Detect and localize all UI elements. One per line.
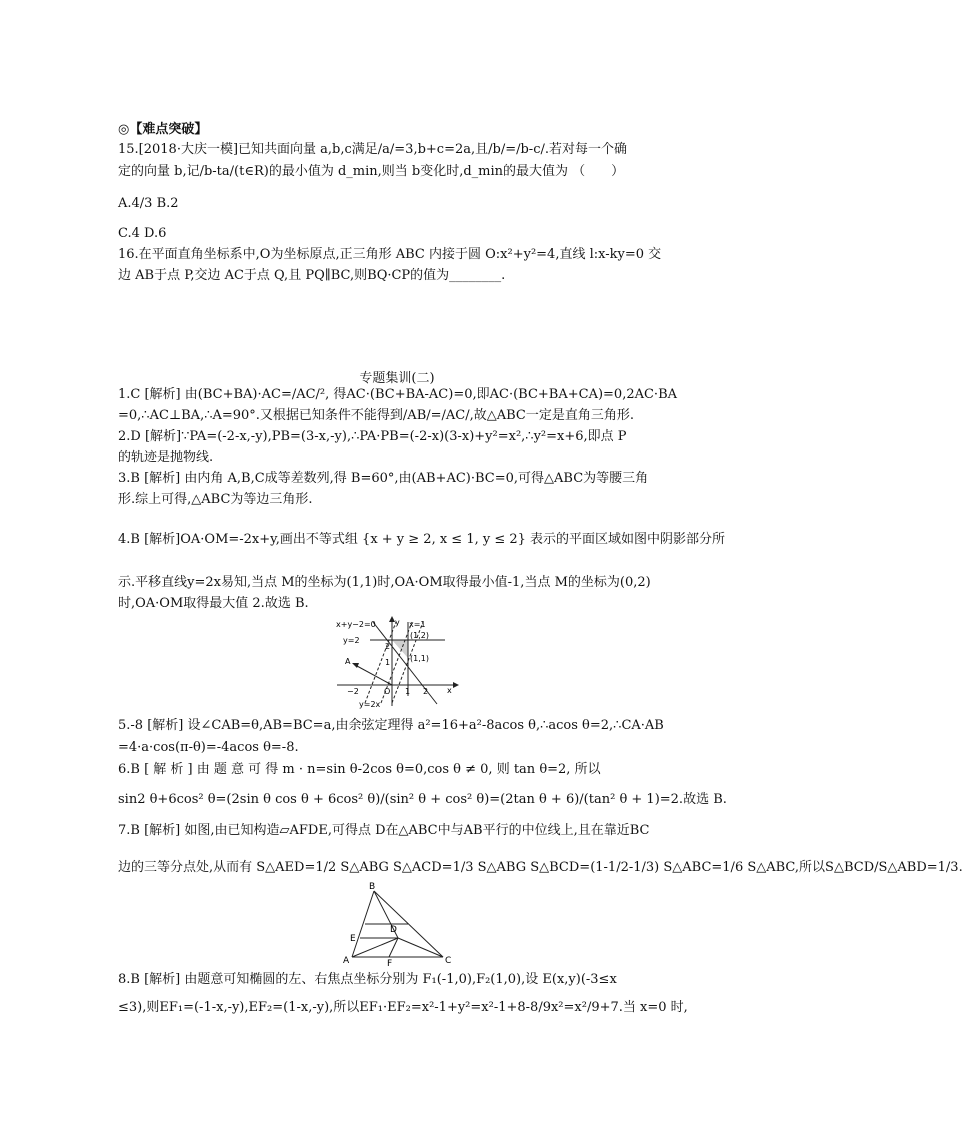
label-axis-x: x xyxy=(447,686,452,695)
answer-7-line-2: 边的三等分点处,从而有 S△AED=1/2 S△ABG S△ACD=1/3 S△ABG S△BCD=(1-1/2-1/3) S△ABC=1/6 S△ABC,所以S△BCD/S△ABD=1/3. xyxy=(118,860,963,875)
segment-dc xyxy=(398,938,443,957)
tick-y-2: 2 xyxy=(385,642,391,651)
label-c: C xyxy=(445,956,452,966)
answer-2-line-2: 的轨迹是抛物线. xyxy=(118,450,214,465)
answer-2-line-1: 2.D [解析]∵PA=(-2-x,-y),PB=(3-x,-y),∴PA·PB=(-2-x)(3-x)+y²=x²,∴y²=x+6,即点 P xyxy=(118,429,627,444)
tick-x-2: 2 xyxy=(423,687,429,696)
answer-1-line-2: =0,∴AC⊥BA,∴A=90°.又根据已知条件不能得到/AB/=/AC/,故△ABC一定是直角三角形. xyxy=(118,408,635,423)
label-point-1-2: (1,2) xyxy=(410,631,429,640)
problem-15-option-a: A.4/3 B.2 xyxy=(118,196,179,211)
answer-6-line-2: sin2 θ+6cos² θ=(2sin θ cos θ + 6cos² θ)/(sin² θ + cos² θ)=(2tan θ + 6)/(tan² θ + 1)=2.故选 B. xyxy=(118,792,727,807)
label-b: B xyxy=(369,882,376,892)
x-axis-arrow xyxy=(453,682,459,688)
problem-16-line-1: 16.在平面直角坐标系中,O为坐标原点,正三角形 ABC 内接于圆 O:x²+y²=4,直线 l:x-ky=0 交 xyxy=(118,247,662,262)
label-line-a: x+y−2=0 xyxy=(336,620,376,629)
label-point-1-1: (1,1) xyxy=(410,654,429,663)
answer-3-line-1: 3.B [解析] 由内角 A,B,C成等差数列,得 B=60°,由(AB+AC)·BC=0,可得△ABC为等腰三角 xyxy=(118,471,649,486)
answer-1-line-1: 1.C [解析] 由(BC+BA)·AC=/AC/², 得AC·(BC+BA-AC)=0,即AC·(BC+BA+CA)=0,2AC·BA xyxy=(118,387,678,402)
tick-x-1: 1 xyxy=(405,687,411,696)
feasible-region-figure xyxy=(335,616,460,708)
problem-16-line-2: 边 AB于点 P,交边 AC于点 Q,且 PQ∥BC,则BQ·CP的值为________. xyxy=(118,268,506,283)
label-line-c: x=1 xyxy=(409,620,426,629)
answer-6-line-1: 6.B [ 解 析 ] 由 题 意 可 得 m · n=sin θ-2cos θ=0,cos θ ≠ 0, 则 tan θ=2, 所以 xyxy=(118,762,601,777)
segment-ad xyxy=(352,938,398,957)
answer-7-line-1: 7.B [解析] 如图,由已知构造▱AFDE,可得点 D在△ABC中与AB平行的中位线上,且在靠近BC xyxy=(118,823,650,838)
parallel-dashed-line-1 xyxy=(365,622,396,703)
label-axis-y: y xyxy=(395,618,400,627)
vector-oa-arrow xyxy=(352,663,359,668)
answer-5-line-1: 5.-8 [解析] 设∠CAB=θ,AB=BC=a,由余弦定理得 a²=16+a²-8acos θ,∴acos θ=2,∴CA·AB xyxy=(118,718,664,733)
label-e: E xyxy=(350,934,356,944)
label-f: F xyxy=(387,959,393,969)
tick-y-1: 1 xyxy=(385,658,391,667)
label-d: D xyxy=(390,925,397,935)
label-a: A xyxy=(343,956,350,966)
label-line-b: y=2 xyxy=(343,636,360,645)
answer-8-line-1: 8.B [解析] 由题意可知椭圆的左、右焦点坐标分别为 F₁(-1,0),F₂(1,0),设 E(x,y)(-3≤x xyxy=(118,972,617,987)
answer-4-line-3: 时,OA·OM取得最大值 2.故选 B. xyxy=(118,596,309,611)
answer-5-line-2: =4·a·cos(π-θ)=-4acos θ=-8. xyxy=(118,740,299,755)
triangle-figure xyxy=(340,880,456,969)
section-heading: ◎【难点突破】 xyxy=(118,122,208,137)
label-line-d: y=2x xyxy=(359,700,381,709)
label-origin: O xyxy=(384,687,391,696)
problem-15-line-1: 15.[2018·大庆一模]已知共面向量 a,b,c满足/a/=3,b+c=2a,且/b/=/b-c/.若对每一个确 xyxy=(118,142,627,157)
problem-15-line-2: 定的向量 b,记/b-ta/(t∈R)的最小值为 d_min,则当 b变化时,d_min的最大值为 （ ） xyxy=(118,164,625,179)
answer-4-line-2: 示.平移直线y=2x易知,当点 M的坐标为(1,1)时,OA·OM取得最小值-1,当点 M的坐标为(0,2) xyxy=(118,575,651,590)
tick-x-minus-2: −2 xyxy=(347,687,359,696)
vector-oa xyxy=(357,666,392,685)
answer-4-line-1: 4.B [解析]OA·OM=-2x+y,画出不等式组 {x + y ≥ 2, x ≤ 1, y ≤ 2} 表示的平面区域如图中阴影部分所 xyxy=(118,532,726,547)
label-point-a: A xyxy=(345,657,351,666)
problem-15-option-c: C.4 D.6 xyxy=(118,226,167,241)
answer-8-line-2: ≤3),则EF₁=(-1-x,-y),EF₂=(1-x,-y),所以EF₁·EF₂=x²-1+y²=x²-1+8-8/9x²=x²/9+7.当 x=0 时, xyxy=(118,1000,688,1015)
set-title: 专题集训(二) xyxy=(359,371,435,386)
answer-3-line-2: 形.综上可得,△ABC为等边三角形. xyxy=(118,492,313,507)
